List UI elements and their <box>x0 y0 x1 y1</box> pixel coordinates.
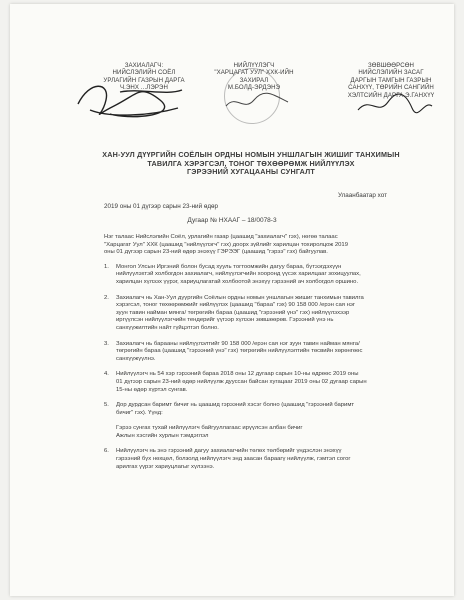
clause-3 <box>104 341 410 364</box>
client-line: УРЛАГИЙН ГАЗРЫН ДАРГА <box>103 76 185 84</box>
clause-5 <box>104 402 410 417</box>
clause-number: 2. <box>104 294 109 301</box>
title-line: ХАН-УУЛ ДҮҮРГИЙН СОЁЛЫН ОРДНЫ НОМЫН УНШЛАГЫН ЖИШИГ ТАНХИМЫН <box>102 150 400 159</box>
clause-text: Монгол Улсын Иргэний болон бусад хууль тогтоомжийн дагуу бараа, бүтээгдэхүүн нийлүүлэхтэй холбогдон захиалагч, нийлүүлэгчийн хооронд үүсэх харилцааг зохицуулах, харилцан хүлээх үүрэг, хариуцлагатай холбоотой энэхүү гэрээний ач холбогдол оршино. <box>116 263 361 285</box>
clause-text: Захиалагч нь Хан-Уул дүүргийн Соёлын ордны номын уншлагын жишиг танхимын тавилга хэрэгсэл, тоног төхөөрөмжийг нийлүүлэх (цаашид "бараа" гэх) 90 158 000 /ерэн сая нэг зуун тавин найман мянга/ төгрөгийн бараа (цаашид "гэрээний үнэ" гэх) нийлүүлэхээр иргүүлсэн нийлүүлэгчийн тендерийг үүгээр хүлээн зөвшөөрөв. Гэрээний үнэ нь санхүүжилтийн найт гүйцэтгэл болно. <box>116 294 364 331</box>
clause-text: Дор дурдсан баримт бичиг нь цаашид гэрээний хэсэг болно (цаашид "гэрээний баримт бичиг" гэх). Үүнд: <box>116 402 355 416</box>
contractor-signature-block <box>208 62 300 92</box>
clause-number: 5. <box>104 402 109 409</box>
title-line: ТАВИЛГА ХЭРЭГСЭЛ, ТОНОГ ТӨХӨӨРӨМЖ НИЙЛҮҮЛЭХ <box>147 158 355 168</box>
reviewer-line: САНХҮҮ, ТӨРИЙН САНГИЙН <box>348 84 434 92</box>
clause-4 <box>104 371 410 394</box>
contractor-line: М.БОЛД-ЭРДЭНЭ <box>227 84 281 92</box>
client-line: НИЙСЛЭЛИЙН СОЁЛ <box>112 69 176 77</box>
clause-1 <box>104 264 410 287</box>
clause-number: 4. <box>104 371 109 378</box>
contractor-signature <box>222 90 292 114</box>
reviewer-line: НИЙСЛЭЛИЙН ЗАСАГ <box>358 69 424 77</box>
intro-paragraph: Нэг талаас Нийслэлийн Соёл, урлагийн газар (цаашид "захиалагч" гэх), нөгөө талаас "Харцагат Уул" ХХК (цаашид "нийлүүлэгч" гэх) доорх зүйлийг харилцан тохиролцож 2019 оны 01 дүгээр сарын 23-ний өдөр энэхүү ГЭРЭЭГ (цаашид "гэрээ" гэх) байгуулав. <box>104 234 348 256</box>
attached-documents-list: Гэрээ сунгах тухай нийлүүлэгч байгууллагаас ирүүлсэн албан бичиг Ажлын хэсгийн хурлын тэмдэглэл <box>116 425 303 439</box>
clause-text: Нийлүүлэгч нь 54 хэр гэрээний бараа 2018 оны 12 дугаар сарын 10-ны өдрөөс 2019 оны 01 дүгээр сарын 23-ний өдөр нийлүүлж дууссан байсан хугацааг 2019 оны 02 дугаар сарын 15-ны өдөр хүртэл сунгав. <box>116 371 367 393</box>
clause-text: Захиалагч нь барааны нийлүүлэлтийг 90 158 000 /ерэн сая нэг зуун тавин найман мянга/ төгрөгийн бараа (цаашид "гэрээний үнэ" гэх) төгрөгийн нийлүүлэлтийн төсвийн хөрөнгөөс санхүүжүүлнэ. <box>116 340 363 362</box>
reviewer-line: ДАРГЫН ТАМГЫН ГАЗРЫН <box>350 76 432 84</box>
client-signature-block <box>88 62 200 92</box>
clause-6 <box>104 448 410 471</box>
document-title <box>70 151 432 177</box>
document-date: 2019 оны 01 дүгээр сарын 23-ний өдөр <box>104 203 219 210</box>
title-line: ГЭРЭЭНИЙ ХУГАЦААНЫ СУНГАЛТ <box>187 167 315 177</box>
clause-number: 6. <box>104 448 109 455</box>
document-page <box>10 4 454 596</box>
clause-text: Нийлүүлэгч нь энэ гэрээний дагуу захиалагчийн төлөх төлбөрийг үндэслэн энэхүү гэрээний бүх нөхцөл, болзолд нийлүүлэгч энд заасан бараагү нийлүүлж, гэмтэл согог арилгах үүрэг хариуцлагыг хүлээнэ. <box>116 448 351 470</box>
reviewer-line: ЗӨВШӨӨРСӨН <box>367 62 415 69</box>
client-line: Ч.ЭНХ ...ЛЭРЭН <box>120 84 168 92</box>
clause-number: 1. <box>104 263 109 270</box>
reviewer-signature-block <box>330 62 452 99</box>
clause-2 <box>104 295 410 333</box>
reviewer-line: ХЭЛТСИЙН ДАРГА Э.ГАНХҮҮ <box>347 91 435 99</box>
contract-number: Дугаар № НХААГ – 18/0078-3 <box>187 217 277 224</box>
document-place: Улаанбаатар хот <box>338 192 387 199</box>
contractor-line: НИЙЛҮҮЛЭГЧ <box>233 62 275 69</box>
client-line: ЗАХИАЛАГЧ: <box>124 62 164 69</box>
document-body <box>104 234 410 479</box>
contractor-line: "ХАРЦАГАТ УУЛ" ХХК-ИЙН <box>214 69 294 77</box>
contractor-line: ЗАХИРАЛ <box>239 76 269 84</box>
clause-number: 3. <box>104 340 109 347</box>
